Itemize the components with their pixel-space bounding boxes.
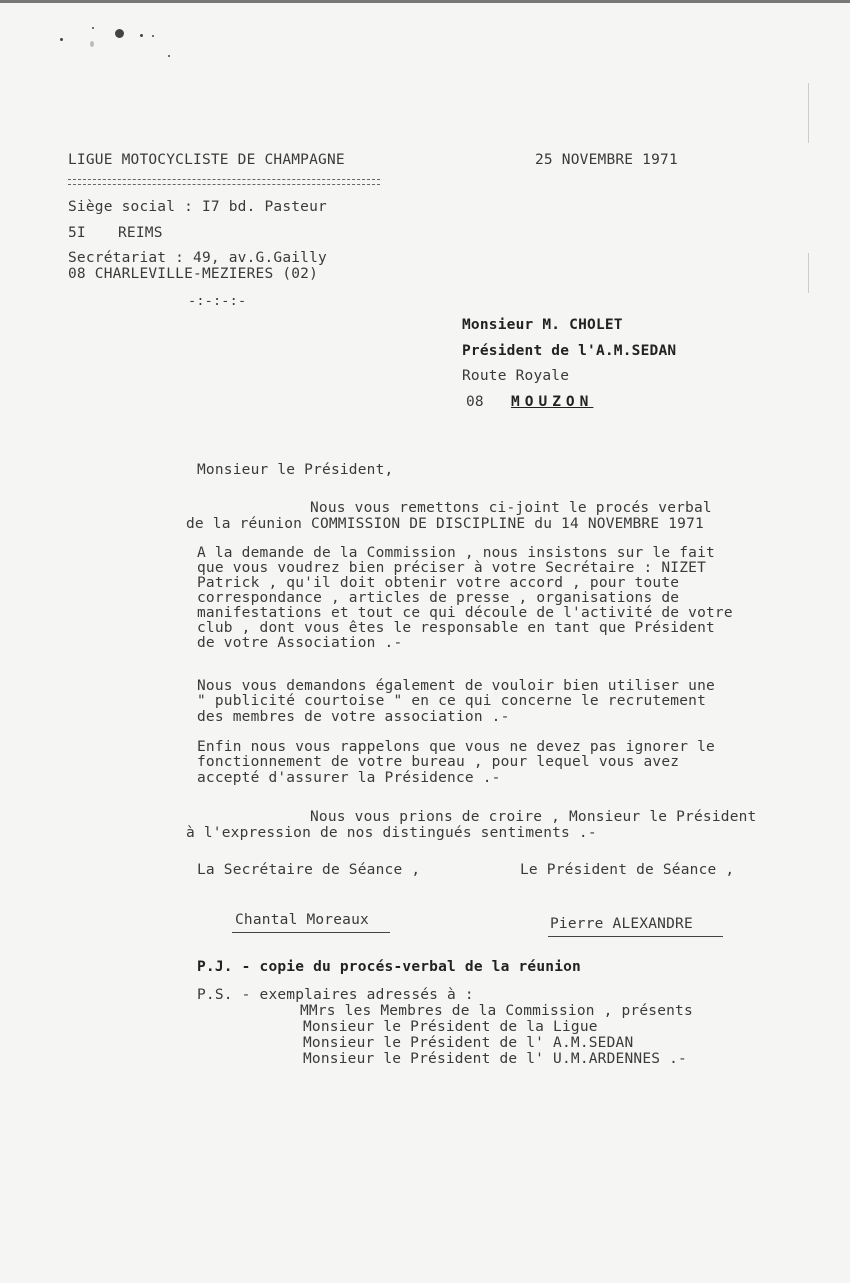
para2-line: manifestations et tout ce qui découle de l'activité de votre — [197, 605, 733, 621]
ink-speck — [90, 41, 94, 47]
para3-line: des membres de votre association .- — [197, 709, 510, 725]
para2-line: correspondance , articles de presse , organisations de — [197, 590, 680, 606]
recipient-street: Route Royale — [462, 368, 570, 384]
city-name: REIMS — [118, 225, 163, 241]
ps-recipient: Monsieur le Président de l' U.M.ARDENNES .- — [303, 1051, 687, 1067]
para2-line: club , dont vous êtes le responsable en tant que Président — [197, 620, 715, 636]
para3-line: " publicité courtoise " en ce qui concerne le recrutement — [197, 693, 706, 709]
ps-intro: P.S. - exemplaires adressés à : — [197, 987, 474, 1003]
para4-line: fonctionnement de votre bureau , pour lequel vous avez — [197, 754, 680, 770]
pj-note: P.J. - copie du procés-verbal de la réunion — [197, 959, 581, 975]
salutation: Monsieur le Président, — [197, 462, 394, 478]
margin-mark — [808, 253, 809, 293]
para2-line: Patrick , qu'il doit obtenir votre accord , pour toute — [197, 575, 680, 591]
left-signatory-role: La Secrétaire de Séance , — [197, 862, 421, 878]
ink-speck — [60, 38, 63, 41]
ps-recipient: MMrs les Membres de la Commission , présents — [300, 1003, 693, 1019]
left-signature-line — [232, 932, 390, 933]
seat-line: Siège social : I7 bd. Pasteur — [68, 199, 327, 215]
secretariat-line: Secrétariat : 49, av.G.Gailly — [68, 250, 327, 266]
recipient-postal-code: 08 — [466, 394, 484, 410]
para4-line: Enfin nous vous rappelons que vous ne devez pas ignorer le — [197, 739, 715, 755]
left-signatory-name: Chantal Moreaux — [235, 912, 369, 928]
ink-speck — [152, 35, 154, 37]
right-signature-line — [548, 936, 723, 937]
letter-date: 25 NOVEMBRE 1971 — [535, 152, 678, 168]
header-rule — [68, 179, 380, 185]
ink-speck — [115, 29, 124, 38]
right-signatory-role: Le Président de Séance , — [520, 862, 735, 878]
para1-line: Nous vous remettons ci-joint le procés verbal — [310, 500, 712, 516]
ink-speck — [168, 55, 170, 57]
org-name: LIGUE MOTOCYCLISTE DE CHAMPAGNE — [68, 152, 345, 168]
city-code: 5I — [68, 225, 86, 241]
recipient-town: MOUZON — [511, 394, 594, 410]
para2-line: de votre Association .- — [197, 635, 403, 651]
header-separator: -:-:-:- — [188, 293, 247, 309]
para1-line: de la réunion COMMISSION DE DISCIPLINE du 14 NOVEMBRE 1971 — [186, 516, 704, 532]
right-signatory-name: Pierre ALEXANDRE — [550, 916, 693, 932]
margin-mark — [808, 83, 809, 143]
ps-recipient: Monsieur le Président de la Ligue — [303, 1019, 598, 1035]
para2-line: que vous voudrez bien préciser à votre Secrétaire : NIZET — [197, 560, 706, 576]
closing-line: Nous vous prions de croire , Monsieur le Président — [310, 809, 757, 825]
ink-speck — [140, 34, 143, 37]
ink-speck — [92, 27, 94, 29]
para4-line: accepté d'assurer la Présidence .- — [197, 770, 501, 786]
para2-line: A la demande de la Commission , nous insistons sur le fait — [197, 545, 715, 561]
ps-recipient: Monsieur le Président de l' A.M.SEDAN — [303, 1035, 634, 1051]
para3-line: Nous vous demandons également de vouloir bien utiliser une — [197, 678, 715, 694]
recipient-name: Monsieur M. CHOLET — [462, 317, 623, 333]
secretariat-city: 08 CHARLEVILLE-MEZIERES (02) — [68, 266, 319, 282]
recipient-title: Président de l'A.M.SEDAN — [462, 343, 677, 359]
closing-line: à l'expression de nos distingués sentiments .- — [186, 825, 597, 841]
